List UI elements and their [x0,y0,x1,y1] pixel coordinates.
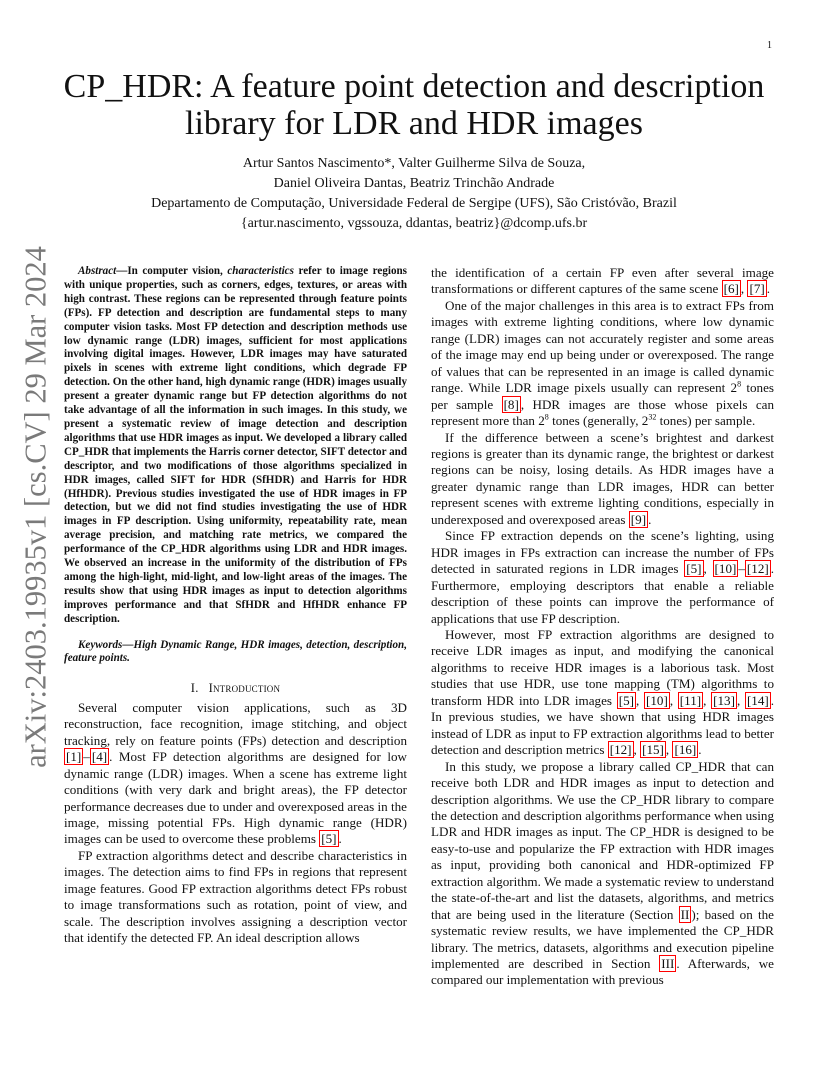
intro-paragraph-7: In this study, we propose a library called CP_HDR that can receive both LDR and HDR images as input to detection and description algorithms. We use the CP_HDR library to compare the detection and description algorithms performance when using LDR and HDR images as input. The CP_HDR is designed to be easy-to-use and popularize the FP extraction with HDR images as input, providing both canonical and HDR-optimized FP extraction algorithm. We made a systematic review to understand the state-of-the-art and list the datasets, algorithms, and metrics that are being used in the literature (Section II ); based on the systematic review results, we have implemented the CP_HDR library. The metrics, datasets, algorithms and execution pipeline implemented are described in Section III . Afterwards, we compared our implementation with previous [431,758,774,988]
citation-link[interactable]: [13] [713,692,735,708]
citation-link[interactable]: [7] [749,281,765,297]
intro-paragraph-2-cont: the identification of a certain FP even after several image transformations or different captures of the same scene [6] , [7] . [431,265,774,297]
abstract-label: Abstract [78,265,117,277]
citation-link[interactable]: [4] [91,749,108,765]
citation-link[interactable]: [14] [746,692,769,708]
abstract-text: refer to image regions with unique properties, such as corners, edges, textures, or areas with high contrast. These regions can be represented through feature points (FPs). FP detection and description are fundamental steps to many computer vision tasks. Most FP detection and description methods use low dynamic range (LDR) images, sufficient for most applications involving digital images. However, LDR images may have saturated pixels in scenes with extreme light conditions, which degrade FP detection. On the other hand, high dynamic range (HDR) images usually present a greater dynamic range but FP detection algorithms do not take advantage of all the information in such images. In this study, we present a systematic review of image detection and description algorithms that use HDR images as input. We developed a library called CP_HDR that implements the Harris corner detector, SIFT detector and descriptor, and two modifications of those algorithms specialized in HDR images, called SIFT for HDR (SfHDR) and Harris for HDR (HfHDR). Previous studies investigated the use of HDR images in FP detection, but we did not find studies investigating the use of HDR images in FP description. Using uniformity, repeatability rate, mean average precision, and matching rate metrics, we compared the performance of the CP_HDR algorithms using LDR and HDR images. We observed an increase in the uniformity of the distribution of FPs among the high-light, mid-light, and low-light areas of the images. The results show that using HDR images as input to detection algorithms improves performance and that SfHDR and HfHDR enhance FP description. [64,265,407,625]
citation-link[interactable]: [8] [503,396,519,412]
paper-title: CP_HDR: A feature point detection and description library for LDR and HDR images [63,68,765,142]
citation-link[interactable]: [10] [714,561,737,577]
citation-link[interactable]: [11] [679,692,702,708]
page-number: 1 [767,40,772,51]
section-link[interactable]: III [661,956,675,972]
keywords-text: —High Dynamic Range, HDR images, detection, description, feature points. [64,638,407,665]
citation-link[interactable]: [1] [66,749,82,765]
arxiv-stamp [10,246,62,768]
citation-link[interactable]: [6] [723,281,739,297]
abstract: Abstract—In computer vision, characteristics refer to image regions with unique properties, such as corners, edges, textures, or areas with high contrast. These regions can be represented through feature points (FPs). FP detection and description are fundamental steps to many computer vision tasks. Most FP detection and description methods use low dynamic range (LDR) images, sufficient for most applications involving digital images. However, LDR images may have saturated pixels in scenes with extreme light conditions, which degrade FP detection. On the other hand, high dynamic range (HDR) images usually present a greater dynamic range but FP detection algorithms do not take advantage of all the information in such images. In this study, we present a systematic review of image detection and description algorithms that use HDR images as input. We developed a library called CP_HDR that implements the Harris corner detector, SIFT detector and descriptor, and two modifications of those algorithms specialized in HDR images, called SIFT for HDR (SfHDR) and Harris for HDR (HfHDR). Previous studies investigated the use of HDR images in FP detection, but we did not find studies investigating the use of HDR images in FP description. Using uniformity, repeatability rate, mean average precision, and matching rate metrics, we compared the performance of the CP_HDR algorithms using LDR and HDR images. We observed an increase in the uniformity of the distribution of FPs among the high-light, mid-light, and low-light areas of the images. The results show that using HDR images as input to detection algorithms improves performance and that SfHDR and HfHDR enhance FP description. [64,265,407,625]
emails: {artur.nascimento, vgssouza, ddantas, beatriz}@dcomp.ufs.br [240,216,588,231]
citation-link[interactable]: [15] [642,742,664,758]
abstract-emphasis: characteristics [227,265,294,277]
intro-paragraph-5: Since FP extraction depends on the scene’s lighting, using HDR images in FPs extraction can increase the number of FPs detected in saturated regions in LDR images [5] , [10] – [12] . Furthermore, employing descriptors that enable a reliable description of these points can improve the performance of applications that use FP description. [431,528,775,626]
keywords [64,639,407,667]
authors-line-1: Artur Santos Nascimento*, Valter Guilherme Silva de Souza, [242,156,586,171]
section-link[interactable]: II [680,906,690,922]
right-column [431,265,774,989]
citation-link[interactable]: [12] [609,742,632,758]
left-column [64,265,407,947]
citation-link[interactable]: [10] [645,692,668,708]
author-block [40,154,788,234]
intro-paragraph-1: Several computer vision applications, such as 3D reconstruction, face recognition, image stitching, and object tracking, rely on feature points (FPs) detection and description [1] – [4] . Most FP detection algorithms are designed for low dynamic range (LDR) images. When a scene has extreme light conditions (with very dark and bright areas), the FP detector performance decreases due to under and overexposed areas in the image, missing potential FPs. High dynamic range (HDR) images can be used to overcome these problems [5] . [64,699,407,847]
citation-link[interactable]: [5] [618,692,634,708]
authors-line-2: Daniel Oliveira Dantas, Beatriz Trinchão Andrade [273,176,555,191]
citation-link[interactable]: [5] [686,561,702,577]
keywords-label: Keywords [78,638,123,651]
affiliation: Departamento de Computação, Universidade Federal de Sergipe (UFS), São Cristóvão, Brazil [151,196,677,211]
citation-link[interactable]: [12] [746,561,769,577]
section-heading-introduction: I. Introduction [190,681,281,696]
citation-link[interactable]: [16] [674,742,697,758]
citation-link[interactable]: [5] [321,831,337,847]
intro-paragraph-6: However, most FP extraction algorithms are designed to receive LDR images as input, and modifying the canonical algorithms to receive HDR images is a laborious task. Most studies that use HDR, use tone mapping (TM) algorithms to transform HDR into LDR images [5] , [10] , [11] , [13] , [14] . In previous studies, we have shown that using HDR images instead of LDR as input to FP extraction algorithms lead to better detection and description metrics [12] , [15] , [16] . [431,626,775,758]
intro-paragraph-2: FP extraction algorithms detect and describe characteristics in images. The detection aims to find FPs in regions that represent image features. Good FP extraction algorithms detect FPs robust to image transformations such as rotation, point of view, and scale. The description involves assigning a description vector that identify the detected FP. An ideal description allows [64,847,407,946]
arxiv-stamp-text: arXiv:2403.19935v1 [cs.CV] 29 Mar 2024 [18,246,53,768]
citation-link[interactable]: [9] [630,511,647,527]
intro-paragraph-4: If the difference between a scene’s brightest and darkest regions is greater than its dynamic range, the brightest or darkest regions can be noisy, losing details. As HDR images have a greater dynamic range than LDR images, HDR can better represent scenes with extreme lighting conditions, especially in underexposed and overexposed areas [9] . [431,429,774,527]
intro-paragraph-3: One of the major challenges in this area is to extract FPs from images with extreme lighting conditions, where low dynamic range (LDR) images can not accurately register and some areas of the image may end up being under or overexposed. The range of values that can be represented in an image is called dynamic range. While LDR image pixels usually can represent $2^8$ tones per sample [8] , HDR images are those whose pixels can represent more than $2^8$ tones (generally, $2^{32}$ tones) per sample. [431,297,774,429]
